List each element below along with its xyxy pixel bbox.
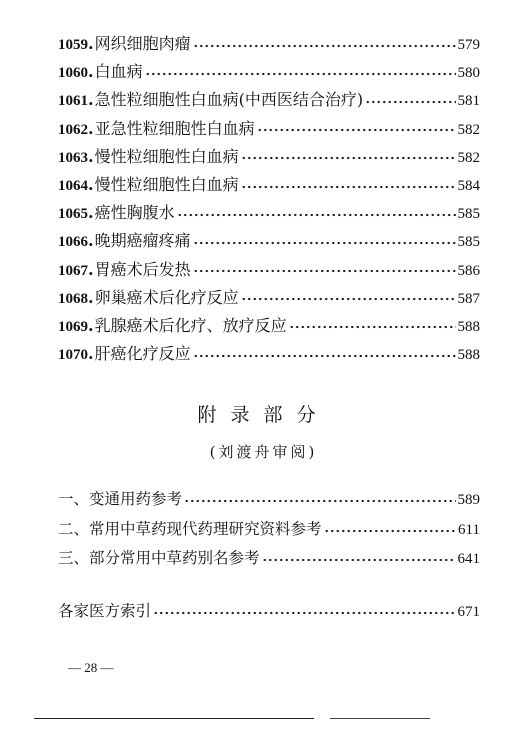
entry-page: 579	[457, 37, 480, 53]
entry-dot: .	[88, 34, 94, 53]
toc-entry	[58, 256, 480, 284]
index-entry	[58, 597, 480, 625]
entry-number: 1068	[58, 290, 88, 307]
toc-list	[58, 30, 480, 368]
index-section	[58, 597, 480, 625]
entry-dot: .	[88, 174, 94, 194]
entry-title: 晚期癌瘤疼痛	[94, 231, 191, 251]
entry-number: 1066	[58, 234, 88, 251]
entry-page: 586	[457, 262, 480, 279]
entry-title: 癌性胸腹水	[94, 203, 175, 223]
dot-leader	[324, 529, 457, 533]
appendix-item-page: 611	[458, 521, 480, 538]
entry-page: 588	[457, 347, 480, 364]
appendix-list	[58, 485, 480, 574]
entry-title: 白血病	[94, 62, 143, 82]
dot-leader	[193, 354, 456, 358]
toc-entry	[58, 312, 480, 340]
appendix-item-title: 一、变通用药参考	[58, 490, 183, 508]
bottom-rule	[34, 718, 314, 719]
entry-dot: .	[88, 231, 94, 251]
entry-dot: .	[88, 118, 94, 138]
entry-dot: .	[88, 259, 94, 279]
dot-leader	[365, 100, 455, 104]
entry-title: 慢性粒细胞性白血病	[94, 174, 239, 194]
toc-entry	[58, 86, 480, 114]
entry-number: 1067	[58, 262, 88, 279]
entry-page: 588	[457, 318, 480, 335]
entry-page: 580	[457, 65, 480, 82]
appendix-item-title: 二、常用中草药现代药理研究资料参考	[58, 519, 322, 538]
dot-leader	[193, 269, 456, 273]
appendix-item-page: 641	[457, 551, 480, 567]
entry-page: 585	[457, 234, 480, 251]
entry-number: 1061	[58, 93, 88, 110]
appendix-item	[58, 515, 480, 545]
entry-dot: .	[88, 203, 94, 223]
appendix-heading: 附录部分	[197, 404, 330, 426]
dot-leader	[193, 44, 456, 48]
toc-entry	[58, 115, 480, 143]
entry-title: 乳腺癌术后化疗、放疗反应	[94, 315, 287, 335]
toc-entry	[58, 227, 480, 255]
toc-entry	[58, 284, 480, 312]
entry-number: 1069	[58, 318, 88, 335]
entry-title: 胃癌术后发热	[94, 259, 191, 279]
appendix-item	[58, 544, 480, 574]
dot-leader	[241, 297, 456, 301]
dot-leader	[289, 325, 456, 329]
entry-number: 1063	[58, 149, 88, 166]
appendix-item	[58, 485, 480, 515]
toc-entry	[58, 58, 480, 86]
entry-number: 1060	[58, 65, 88, 82]
entry-title: 急性粒细胞性白血病(中西医结合治疗)	[94, 90, 364, 110]
entry-dot: .	[88, 344, 94, 364]
entry-title: 慢性粒细胞性白血病	[94, 146, 239, 166]
entry-number: 1059	[58, 37, 88, 53]
entry-page: 582	[457, 121, 480, 138]
entry-dot: .	[88, 146, 94, 166]
appendix-item-title: 三、部分常用中草药别名参考	[58, 549, 260, 567]
entry-number: 1062	[58, 121, 88, 138]
dot-leader	[257, 128, 456, 132]
dot-leader	[193, 241, 456, 245]
dot-leader	[184, 499, 455, 503]
entry-page: 585	[457, 206, 480, 223]
index-page: 671	[457, 604, 480, 620]
dot-leader	[241, 185, 456, 189]
appendix-reviewer: (刘渡舟审阅)	[209, 443, 318, 461]
dot-leader	[177, 213, 456, 217]
dot-leader	[262, 558, 456, 562]
index-title: 各家医方索引	[58, 602, 152, 620]
entry-dot: .	[88, 90, 94, 110]
bottom-rule-short	[330, 718, 430, 719]
entry-page: 584	[457, 177, 480, 194]
toc-entry	[58, 171, 480, 199]
entry-title: 肝癌化疗反应	[94, 344, 191, 364]
entry-dot: .	[88, 315, 94, 335]
entry-number: 1065	[58, 206, 88, 223]
entry-number: 1070	[58, 347, 88, 364]
appendix-item-page: 589	[457, 492, 480, 508]
dot-leader	[145, 72, 456, 76]
entry-page: 587	[457, 290, 480, 307]
toc-entry	[58, 199, 480, 227]
entry-title: 卵巢癌术后化疗反应	[94, 287, 239, 307]
page-number: — 28 —	[68, 660, 114, 675]
entry-dot: .	[88, 287, 94, 307]
entry-title: 亚急性粒细胞性白血病	[94, 118, 255, 138]
entry-title: 网织细胞肉瘤	[94, 34, 191, 53]
toc-entry	[58, 30, 480, 58]
toc-entry	[58, 340, 480, 368]
entry-number: 1064	[58, 177, 88, 194]
dot-leader	[241, 156, 456, 160]
entry-dot: .	[88, 62, 94, 82]
entry-page: 581	[457, 93, 480, 110]
entry-page: 582	[457, 149, 480, 166]
dot-leader	[153, 611, 455, 615]
toc-entry	[58, 143, 480, 171]
